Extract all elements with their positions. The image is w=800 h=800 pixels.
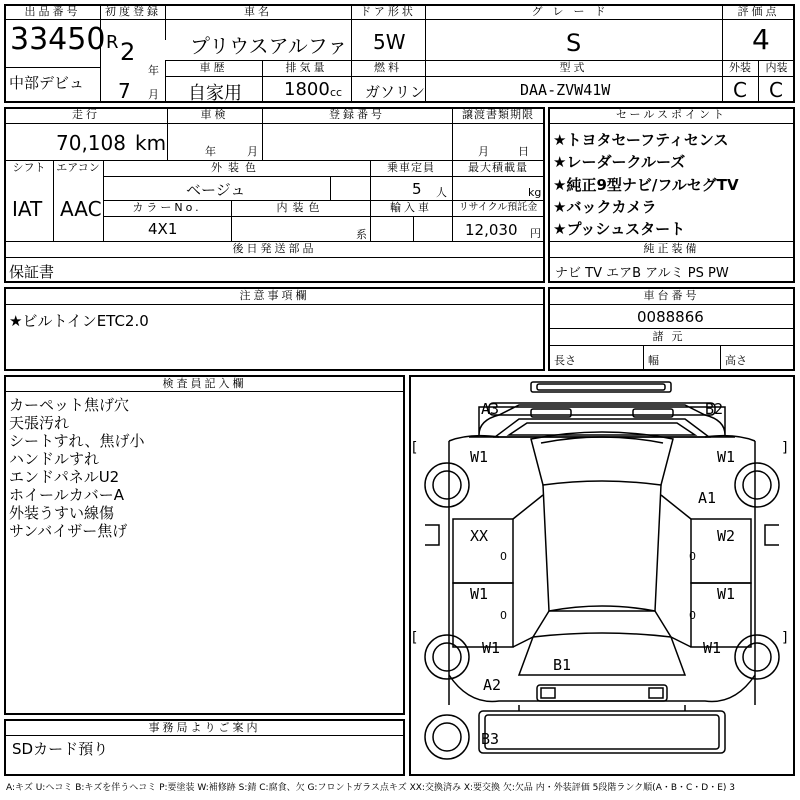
code-b2: B2 bbox=[705, 400, 724, 418]
code-xx: XX bbox=[470, 527, 489, 545]
capacity-value: 5 bbox=[412, 180, 422, 198]
interior-grade-value: C bbox=[769, 78, 783, 102]
first-reg-label: 初度登録 bbox=[105, 5, 161, 18]
inspection-year-unit: 年 bbox=[205, 145, 216, 158]
recycle-unit: 円 bbox=[530, 227, 541, 240]
exterior-grade-value: C bbox=[733, 78, 747, 102]
model-name: プリウスアルファ bbox=[190, 34, 348, 58]
ac-value: AAC bbox=[60, 197, 102, 221]
sales-point-2: ★レーダークルーズ bbox=[553, 153, 686, 171]
type-value: DAA-ZVW41W bbox=[520, 81, 611, 99]
notes-label: 注意事項欄 bbox=[239, 289, 310, 302]
history-label: 車歴 bbox=[199, 61, 228, 74]
ac-label: エアコン bbox=[56, 161, 100, 174]
mileage-label: 走行 bbox=[72, 108, 100, 121]
sales-point-1: ★トヨタセーフティセンス bbox=[553, 131, 729, 149]
chassis-label: 車台番号 bbox=[643, 289, 700, 302]
exterior-grade-label: 外装 bbox=[729, 61, 751, 74]
inspection-label: 車検 bbox=[200, 108, 229, 121]
code-b3: B3 bbox=[481, 730, 500, 748]
code-a3: A3 bbox=[481, 400, 500, 418]
later-parts-value: 保証書 bbox=[9, 263, 55, 281]
office-value: SDカード預り bbox=[12, 740, 109, 758]
ext-color-value: ベージュ bbox=[186, 181, 246, 199]
inspector-line-6: ホイールカバーA bbox=[9, 486, 124, 504]
inspector-line-8: サンバイザー焦げ bbox=[9, 522, 128, 540]
displacement-label: 排気量 bbox=[285, 61, 328, 74]
era-year: 2 bbox=[120, 38, 136, 66]
year-unit: 年 bbox=[148, 64, 159, 77]
legend-footer: A:キズ U:ヘコミ B:キズを伴うヘコミ P:要塗装 W:補修跡 S:錆 C:腐食、欠 G:フロントガラス点キズ XX:交換済み X:要交換 欠:欠品 内・外装評価 5段階ランク順(A・B・C・D・E) 3 bbox=[6, 783, 736, 793]
lot-label: 出品番号 bbox=[24, 5, 81, 18]
int-color-label: 内装色 bbox=[276, 201, 325, 214]
inspector-line-1: カーペット焦げ穴 bbox=[9, 396, 130, 414]
length-label: 長さ bbox=[554, 354, 576, 367]
shift-value: IAT bbox=[12, 197, 43, 221]
code-w1-br: W1 bbox=[703, 639, 722, 657]
code-b1: B1 bbox=[553, 656, 572, 674]
door-type: 5W bbox=[373, 30, 406, 54]
bracket-left-2: [ bbox=[412, 630, 418, 646]
capacity-label: 乗車定員 bbox=[387, 161, 435, 174]
color-no-label: カラーNo. bbox=[132, 201, 202, 214]
dims-label: 諸元 bbox=[652, 330, 691, 343]
inspector-label: 検査員記入欄 bbox=[162, 377, 247, 390]
zero-mark-3: 0 bbox=[500, 609, 507, 622]
model-label: 車名 bbox=[244, 5, 272, 18]
import-label: 輸入車 bbox=[390, 201, 432, 214]
later-parts-label: 後日発送部品 bbox=[232, 242, 317, 255]
transfer-month-unit: 月 bbox=[478, 145, 489, 158]
fuel-label: 燃料 bbox=[374, 61, 402, 74]
int-color-unit: 系 bbox=[356, 228, 367, 241]
history-value: 自家用 bbox=[188, 83, 242, 104]
code-w2: W2 bbox=[717, 527, 736, 545]
venue-name: 中部デビュ bbox=[9, 74, 85, 92]
capacity-unit: 人 bbox=[436, 186, 447, 199]
door-label: ドア形状 bbox=[360, 5, 416, 18]
reg-month: 7 bbox=[118, 79, 131, 103]
inspection-month-unit: 月 bbox=[247, 145, 258, 158]
grade-value: S bbox=[566, 29, 582, 57]
shift-label: シフト bbox=[12, 161, 46, 174]
inspector-line-3: シートすれ、焦げ小 bbox=[9, 432, 145, 450]
transfer-day-unit: 日 bbox=[518, 145, 529, 158]
displacement-value: 1800 bbox=[284, 79, 330, 100]
transfer-deadline-label: 譲渡書類期限 bbox=[462, 108, 534, 121]
code-w1-rl: W1 bbox=[470, 585, 489, 603]
bracket-left-1: [ bbox=[412, 440, 418, 456]
mileage-unit: km bbox=[135, 131, 167, 155]
car-diagram bbox=[409, 375, 795, 776]
max-load-label: 最大積載量 bbox=[468, 161, 528, 174]
score-label: 評価点 bbox=[737, 5, 780, 18]
notes-value: ★ビルトインETC2.0 bbox=[9, 312, 149, 330]
type-label: 型式 bbox=[559, 61, 588, 74]
inspector-line-2: 天張汚れ bbox=[9, 414, 70, 432]
chassis-value: 0088866 bbox=[637, 308, 704, 326]
sales-point-5: ★プッシュスタート bbox=[553, 220, 686, 238]
lot-number: 33450 bbox=[10, 22, 106, 57]
era-letter: R bbox=[106, 32, 119, 53]
reg-number-label: 登録番号 bbox=[329, 108, 385, 121]
code-w1-fl: W1 bbox=[470, 448, 489, 466]
score-value: 4 bbox=[752, 23, 770, 56]
sales-point-4: ★バックカメラ bbox=[553, 198, 657, 216]
height-label: 高さ bbox=[725, 354, 747, 367]
ext-color-label: 外装色 bbox=[211, 161, 262, 174]
displacement-unit: cc bbox=[330, 86, 343, 99]
fuel-value: ガソリン bbox=[365, 83, 426, 101]
width-label: 幅 bbox=[648, 354, 659, 367]
bracket-right-2: ] bbox=[782, 630, 788, 646]
max-load-unit: kg bbox=[528, 186, 542, 199]
grade-label: グレード bbox=[531, 5, 616, 18]
month-unit: 月 bbox=[148, 88, 159, 101]
inspector-line-5: エンドパネルU2 bbox=[9, 468, 120, 486]
mileage-value: 70,108 bbox=[56, 131, 126, 155]
code-a2: A2 bbox=[483, 676, 502, 694]
code-a1: A1 bbox=[698, 489, 717, 507]
sales-points-label: セールスポイント bbox=[615, 108, 727, 121]
sales-point-3: ★純正9型ナビ/フルセグTV bbox=[553, 176, 739, 194]
color-no-value: 4X1 bbox=[148, 220, 178, 238]
inspector-line-4: ハンドルすれ bbox=[9, 450, 100, 468]
code-w1-rr: W1 bbox=[717, 585, 736, 603]
inspector-line-7: 外装うすい線傷 bbox=[9, 504, 115, 522]
code-w1-fr: W1 bbox=[717, 448, 736, 466]
zero-mark-4: 0 bbox=[689, 609, 696, 622]
office-label: 事務局よりご案内 bbox=[148, 721, 261, 734]
bracket-right-1: ] bbox=[782, 440, 788, 456]
interior-grade-label: 内装 bbox=[765, 61, 788, 74]
zero-mark-2: 0 bbox=[689, 550, 696, 563]
recycle-label: リサイクル預託金 bbox=[458, 202, 538, 213]
equipment-label: 純正装備 bbox=[643, 242, 700, 255]
zero-mark-1: 0 bbox=[500, 550, 507, 563]
recycle-value: 12,030 bbox=[465, 221, 518, 239]
code-w1-bl: W1 bbox=[482, 639, 501, 657]
equipment-value: ナビ TV エアB アルミ PS PW bbox=[555, 266, 729, 281]
